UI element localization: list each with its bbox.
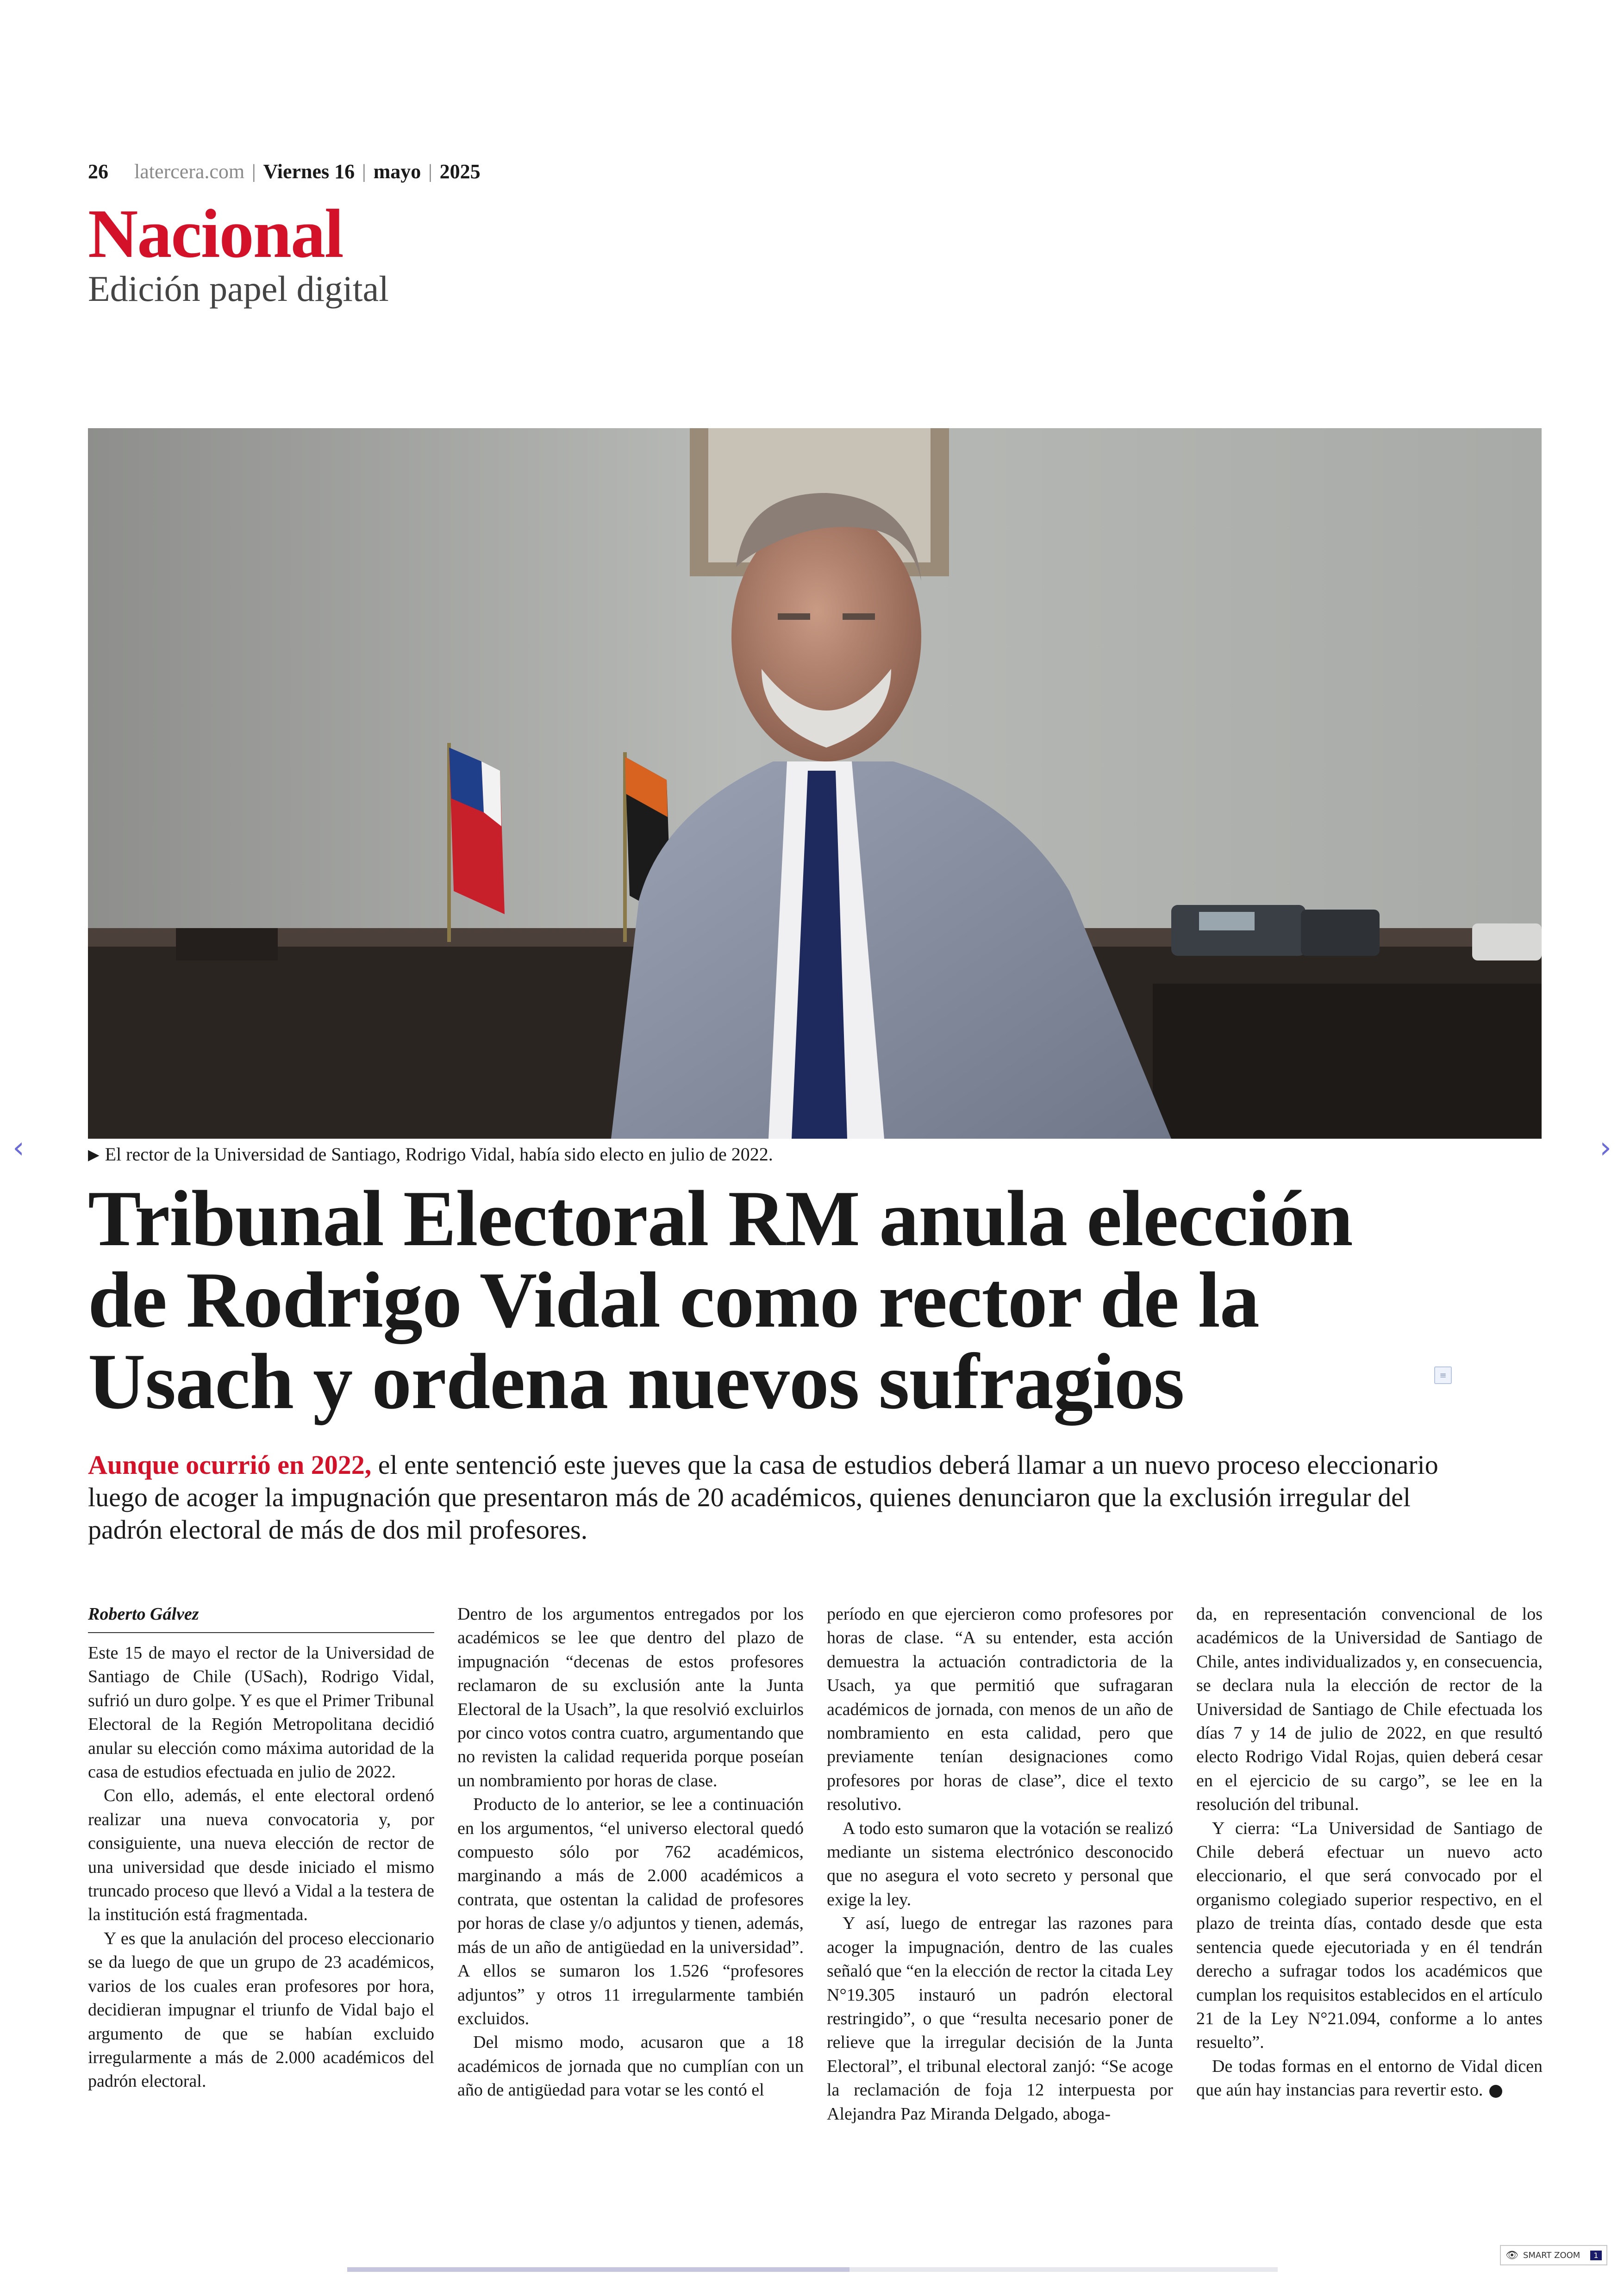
paragraph: A todo esto sumaron que la votación se realizó mediante un sistema electrónico desconocido que no asegura el voto secreto y personal que exige la ley. bbox=[827, 1818, 1173, 1909]
article-photo bbox=[88, 428, 1542, 1139]
page-header bbox=[88, 160, 481, 183]
note-icon[interactable]: ≡ bbox=[1434, 1366, 1452, 1384]
chevron-left-icon: ‹ bbox=[12, 1131, 25, 1165]
article-column-1 bbox=[88, 1603, 434, 2094]
article-headline bbox=[88, 1175, 1477, 1426]
paragraph-text: De todas formas en el entorno de Vidal dicen que aún hay instancias para revertir esto. bbox=[1196, 2056, 1543, 2100]
page-number: 26 bbox=[88, 160, 108, 183]
article-lead bbox=[88, 1449, 1477, 1546]
eye-icon: 👁 bbox=[1505, 2249, 1518, 2261]
zoom-badge: 1 bbox=[1590, 2251, 1601, 2260]
article-column-2 bbox=[457, 1603, 804, 2102]
paragraph: da, en representación convencional de los académicos de la Universidad de Santiago de Chile, antes individualizados y, en consecuencia, se declara nula la elección de rector de la Universidad de Santiago de Chile efectuada los días 7 y 14 de julio de 2022, en que resultó electo Rodrigo Vidal Rojas, quien deberá cesar en el ejercicio de su cargo”, se lee en la resolución del tribunal. bbox=[1196, 1604, 1543, 1815]
paragraph: Y cierra: “La Universidad de Santiago de Chile deberá efectuar un nuevo acto eleccionario, el que será convocado por el organismo colegiado superior respectivo, en el plazo de treinta días, contado desde que esta sentencia quede ejecutoriada y en él tendrán derecho a sufragar todos los académicos que cumplan los requisitos establecidos en el artículo 21 de la Ley N°21.094, conforme a lo antes resuelto”. bbox=[1196, 1818, 1543, 2052]
issue-year: 2025 bbox=[439, 160, 481, 183]
lead-highlight: Aunque ocurrió en 2022, bbox=[88, 1450, 372, 1480]
paragraph: Con ello, además, el ente electoral ordenó realizar una nueva convocatoria y, por consiguiente, una nueva elección de rector de una universidad que desde iniciado el mismo truncado proceso que llevó a Vidal a la testera de la institución está fragmentada. bbox=[88, 1786, 434, 1925]
scroll-progress-fill bbox=[347, 2267, 849, 2272]
scroll-progress-bar[interactable] bbox=[347, 2267, 1278, 2272]
end-mark-icon bbox=[1489, 2085, 1502, 2098]
divider: | bbox=[428, 161, 432, 182]
lead-text: el ente sentenció este jueves que la casa de estudios deberá llamar a un nuevo proceso eleccionario luego de acoger la impugnación que presentaron más de 20 académicos, quienes denunciaron que la exclusión irregular del padrón electoral de más de dos mil profesores. bbox=[88, 1450, 1438, 1545]
issue-weekday: Viernes 16 bbox=[263, 160, 355, 183]
chevron-right-icon: › bbox=[1599, 1131, 1612, 1165]
paragraph: Y así, luego de entregar las razones para acoger la impugnación, dentro de las cuales señaló que “en la elección de rector la citada Ley N°19.305 instauró un padrón electoral restringido”, o que “resulta necesario poner de relieve que la irregular decisión de la Junta Electoral”, el tribunal electoral zanjó: “Se acoge la reclamación de foja 12 interpuesta por Alejandra Paz Miranda Delgado, aboga- bbox=[827, 1914, 1173, 2124]
article-column-4 bbox=[1196, 1603, 1543, 2102]
smart-zoom-label: SMART ZOOM bbox=[1523, 2250, 1580, 2260]
divider: | bbox=[362, 161, 366, 182]
previous-page-button[interactable] bbox=[0, 1129, 37, 1166]
smart-zoom-button[interactable] bbox=[1500, 2245, 1607, 2265]
byline: Roberto Gálvez bbox=[88, 1603, 434, 1633]
site-name: latercera.com bbox=[134, 160, 245, 183]
next-page-button[interactable] bbox=[1587, 1129, 1624, 1166]
headline-line: Usach y ordena nuevos sufragios bbox=[88, 1338, 1184, 1426]
caption-text: El rector de la Universidad de Santiago, Rodrigo Vidal, había sido electo en julio de 2022. bbox=[105, 1144, 773, 1165]
paragraph: Producto de lo anterior, se lee a continuación en los argumentos, “el universo electoral quedó compuesto sólo por 762 académicos, marginando a más de 2.000 académicos a contrata, que ostentan la calidad de profesores por horas de clase y/o adjuntos y tienen, además, más de un año de antigüedad en la universidad”. A ellos se sumaron los 1.526 “profesores adjuntos” y otros 11 irregularmente también excluidos. bbox=[457, 1795, 804, 2028]
section-title: Nacional bbox=[88, 195, 343, 272]
issue-month: mayo bbox=[373, 160, 421, 183]
paragraph-final bbox=[1196, 2055, 1543, 2102]
paragraph: Este 15 de mayo el rector de la Universidad de Santiago de Chile (USach), Rodrigo Vidal, sufrió un duro golpe. Y es que el Primer Tribunal Electoral de la Región Metropolitana decidió anular su elección como máxima autoridad de la casa de estudios efectuada en julio de 2022. bbox=[88, 1643, 434, 1782]
paragraph: Dentro de los argumentos entregados por los académicos se lee que dentro del plazo de impugnación “decenas de estos profesores reclamaron de su exclusión ante la Junta Electoral de la Usach”, la que resolvió excluirlos por cinco votos contra cuatro, argumentando que no revisten la calidad requerida porque poseían un nombramiento por horas de clase. bbox=[457, 1604, 804, 1790]
photo-caption bbox=[88, 1143, 773, 1165]
paragraph: período en que ejercieron como profesores por horas de clase. “A su entender, esta acción demuestra la actuación contradictoria de la Usach, ya que permitió que sufragaran académicos de jornada, con menos de un año de nombramiento en esta calidad, pero que previamente tenían designaciones como profesores por horas de clase”, dice el texto resolutivo. bbox=[827, 1604, 1173, 1815]
headline-line: Tribunal Electoral RM anula elección bbox=[88, 1175, 1353, 1263]
divider: | bbox=[252, 161, 256, 182]
caption-marker-icon: ▶ bbox=[88, 1146, 100, 1163]
article-column-3 bbox=[827, 1603, 1173, 2126]
edition-label: Edición papel digital bbox=[88, 268, 389, 309]
headline-line: de Rodrigo Vidal como rector de la bbox=[88, 1256, 1259, 1344]
paragraph: Y es que la anulación del proceso eleccionario se da luego de que un grupo de 23 académicos, varios de los cuales eran profesores por hora, decidieran impugnar el triunfo de Vidal bajo el argumento de que se habían excluido irregularmente a más de 2.000 académicos del padrón electoral. bbox=[88, 1928, 434, 2091]
paragraph: Del mismo modo, acusaron que a 18 académicos de jornada que no cumplían con un año de antigüedad para votar se les contó el bbox=[457, 2033, 804, 2100]
